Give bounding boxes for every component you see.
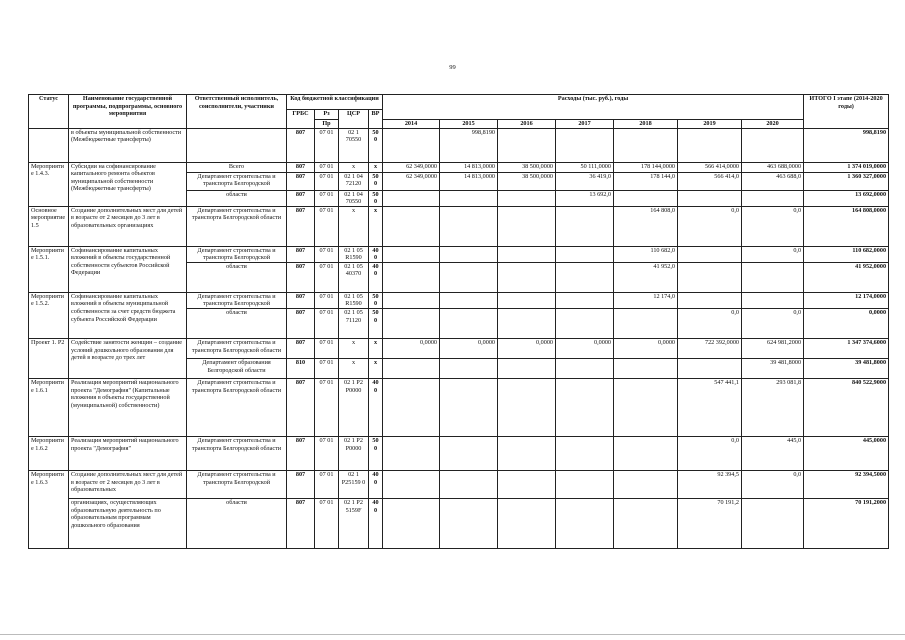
cell-year-value (383, 308, 440, 338)
cell-vr: 500 (369, 190, 383, 206)
cell-rzpr: 07 01 (315, 206, 339, 246)
cell-csr: x (339, 358, 369, 378)
table-row (29, 128, 889, 162)
cell-year-value (383, 292, 440, 308)
cell-year-value (678, 128, 742, 162)
cell-rzpr: 07 01 (315, 172, 339, 190)
cell-year-value: 13 692,0 (556, 190, 614, 206)
table-body (29, 128, 889, 548)
cell-year-value (742, 128, 804, 162)
cell-csr: x (339, 338, 369, 358)
cell-name: организациях, осуществляющих образовательную деятельность по образовательным программам дошкольного образования (69, 498, 187, 548)
cell-rzpr: 07 01 (315, 190, 339, 206)
cell-csr: 02 1 05 R1590 (339, 246, 369, 262)
cell-year-value: 14 813,0000 (440, 172, 498, 190)
cell-executor: области (187, 262, 287, 292)
cell-year-value (742, 292, 804, 308)
page-bottom-rule (0, 634, 905, 635)
cell-csr: 02 1 P25159 0 (339, 470, 369, 498)
cell-grbs: 807 (287, 498, 315, 548)
cell-rzpr: 07 01 (315, 338, 339, 358)
cell-rzpr: 07 01 (315, 292, 339, 308)
cell-csr: 02 1 05 71120 (339, 308, 369, 338)
cell-year-value (556, 358, 614, 378)
header-budget-code: Код бюджетной классификации (287, 95, 383, 110)
cell-year-value (498, 128, 556, 162)
cell-rzpr: 07 01 (315, 128, 339, 162)
cell-year-value (383, 262, 440, 292)
cell-grbs: 807 (287, 206, 315, 246)
cell-name: Реализация мероприятий национального проекта "Демография" (69, 436, 187, 470)
cell-year-value (498, 308, 556, 338)
cell-year-value (498, 436, 556, 470)
cell-year-value: 566 414,0000 (678, 162, 742, 172)
cell-year-value (742, 498, 804, 548)
cell-grbs: 810 (287, 358, 315, 378)
cell-year-value: 0,0 (678, 308, 742, 338)
cell-year-value: 624 981,2000 (742, 338, 804, 358)
cell-year-value (742, 262, 804, 292)
cell-executor: Всего (187, 162, 287, 172)
cell-total: 164 808,0000 (804, 206, 889, 246)
cell-grbs: 807 (287, 308, 315, 338)
cell-year-value: 39 481,8000 (742, 358, 804, 378)
cell-total: 92 394,5000 (804, 470, 889, 498)
cell-name: Создание дополнительных мест для детей в возрасте от 2 месяцев до 3 лет в образовательных (69, 470, 187, 498)
cell-csr: 02 1 04 70550 (339, 190, 369, 206)
cell-name: Содействие занятости женщин – создание условий дошкольного образования для детей в возрасте до трех лет (69, 338, 187, 378)
cell-year-value (678, 190, 742, 206)
cell-year-value: 62 349,0000 (383, 162, 440, 172)
cell-total: 445,0000 (804, 436, 889, 470)
cell-executor: области (187, 498, 287, 548)
cell-executor: Департамент образования Белгородской области (187, 358, 287, 378)
cell-vr: 400 (369, 246, 383, 262)
cell-executor: области (187, 308, 287, 338)
cell-year-value (614, 436, 678, 470)
cell-status: Основное мероприятие 1.5 (29, 206, 69, 246)
cell-year-value: 722 392,0000 (678, 338, 742, 358)
cell-total: 0,0000 (804, 308, 889, 338)
cell-status: Мероприятие 1.6.2 (29, 436, 69, 470)
cell-year-value: 38 500,0000 (498, 172, 556, 190)
cell-csr: 02 1 04 72120 (339, 172, 369, 190)
cell-vr: 400 (369, 498, 383, 548)
cell-year-value: 41 952,0 (614, 262, 678, 292)
cell-executor: Департамент строительства и транспорта Белгородской области (187, 206, 287, 246)
cell-year-value (556, 436, 614, 470)
cell-csr: 02 1 P2 P0000 (339, 378, 369, 436)
cell-status: Проект 1. Р2 (29, 338, 69, 378)
cell-name: Софинансирование капитальных вложений в объекты государственной собственности субъектов Российской Федерации (69, 246, 187, 292)
cell-total: 1 347 374,6000 (804, 338, 889, 358)
cell-csr: x (339, 162, 369, 172)
cell-vr: 500 (369, 308, 383, 338)
cell-year-value (440, 292, 498, 308)
header-executor: Ответственный исполнитель, соисполнители, участники (187, 95, 287, 129)
cell-status: Мероприятие 1.6.3 (29, 470, 69, 548)
header-csr: ЦСР (339, 110, 369, 129)
cell-year-value (383, 128, 440, 162)
header-pr: Пр (315, 120, 339, 129)
cell-status: Мероприятие 1.5.1. (29, 246, 69, 292)
cell-year-value (614, 190, 678, 206)
header-year: 2020 (742, 120, 804, 129)
cell-year-value: 0,0 (678, 436, 742, 470)
header-year: 2016 (498, 120, 556, 129)
cell-year-value (383, 206, 440, 246)
cell-year-value: 293 081,8 (742, 378, 804, 436)
cell-grbs: 807 (287, 378, 315, 436)
cell-year-value (678, 262, 742, 292)
table-row (29, 338, 889, 358)
cell-csr: x (339, 206, 369, 246)
cell-rzpr: 07 01 (315, 308, 339, 338)
cell-year-value (383, 378, 440, 436)
cell-year-value: 463 688,0000 (742, 162, 804, 172)
cell-year-value (556, 206, 614, 246)
header-year: 2014 (383, 120, 440, 129)
cell-year-value (383, 498, 440, 548)
header-year: 2017 (556, 120, 614, 129)
header-expenses: Расходы (тыс. руб.), годы (383, 95, 804, 120)
cell-year-value (498, 470, 556, 498)
cell-grbs: 807 (287, 436, 315, 470)
header-year: 2015 (440, 120, 498, 129)
cell-rzpr: 07 01 (315, 378, 339, 436)
cell-year-value (440, 206, 498, 246)
header-grbs: ГРБС (287, 110, 315, 129)
table-row (29, 246, 889, 262)
cell-executor: Департамент строительства и транспорта Белгородской (187, 172, 287, 190)
table-row (29, 436, 889, 470)
cell-grbs: 807 (287, 172, 315, 190)
cell-year-value: 12 174,0 (614, 292, 678, 308)
cell-year-value (440, 436, 498, 470)
cell-year-value: 445,0 (742, 436, 804, 470)
cell-csr: 02 1 P2 P0000 (339, 436, 369, 470)
cell-name: Создание дополнительных мест для детей в возрасте от 2 месяцев до 3 лет в образовательных организациях (69, 206, 187, 246)
cell-status: Мероприятие 1.4.3. (29, 162, 69, 206)
cell-status: Мероприятие 1.5.2. (29, 292, 69, 338)
cell-year-value (556, 246, 614, 262)
cell-year-value (614, 498, 678, 548)
cell-year-value: 164 808,0 (614, 206, 678, 246)
cell-rzpr: 07 01 (315, 262, 339, 292)
cell-year-value (556, 308, 614, 338)
cell-csr: 02 1 05 R1590 (339, 292, 369, 308)
cell-status (29, 128, 69, 162)
cell-total: 998,8190 (804, 128, 889, 162)
cell-year-value (440, 358, 498, 378)
cell-executor: Департамент строительства и транспорта Белгородской области (187, 436, 287, 470)
cell-year-value (556, 498, 614, 548)
cell-year-value: 998,8190 (440, 128, 498, 162)
cell-year-value (498, 206, 556, 246)
cell-year-value: 0,0000 (556, 338, 614, 358)
header-name: Наименование государственной программы, подпрограммы, основного мероприятия (69, 95, 187, 129)
cell-name: в объекты муниципальной собственности (Межбюджетные трансферты) (69, 128, 187, 162)
cell-year-value: 566 414,0 (678, 172, 742, 190)
cell-year-value (440, 190, 498, 206)
cell-year-value (440, 262, 498, 292)
cell-executor: Департамент строительства и транспорта Белгородской (187, 246, 287, 262)
cell-rzpr: 07 01 (315, 470, 339, 498)
cell-total: 13 692,0000 (804, 190, 889, 206)
cell-year-value (383, 246, 440, 262)
cell-year-value: 0,0000 (614, 338, 678, 358)
cell-year-value (614, 470, 678, 498)
cell-year-value (498, 292, 556, 308)
cell-year-value (614, 308, 678, 338)
cell-rzpr: 07 01 (315, 162, 339, 172)
cell-executor: Департамент строительства и транспорта Белгородской (187, 292, 287, 308)
cell-vr: 400 (369, 262, 383, 292)
cell-vr: x (369, 358, 383, 378)
cell-name: Субсидии на софинансирование капитального ремонта объектов муниципальной собственности (Межбюджетные трансферты) (69, 162, 187, 206)
cell-year-value: 50 111,0000 (556, 162, 614, 172)
cell-year-value: 0,0 (678, 206, 742, 246)
cell-year-value: 0,0000 (440, 338, 498, 358)
cell-year-value (440, 498, 498, 548)
cell-year-value: 110 682,0 (614, 246, 678, 262)
cell-csr: 02 1 05 40370 (339, 262, 369, 292)
table-row (29, 470, 889, 498)
header-status: Статус (29, 95, 69, 129)
cell-year-value: 70 191,2 (678, 498, 742, 548)
cell-year-value (678, 358, 742, 378)
cell-total: 12 174,0000 (804, 292, 889, 308)
cell-name: Реализация мероприятий национального проекта "Демография" (Капитальные вложения в объекты государственной (муниципальной) собственности) (69, 378, 187, 436)
cell-total: 1 360 327,0000 (804, 172, 889, 190)
cell-year-value: 178 144,0000 (614, 162, 678, 172)
cell-vr: x (369, 162, 383, 172)
cell-year-value (498, 378, 556, 436)
cell-year-value (678, 246, 742, 262)
cell-year-value: 14 813,0000 (440, 162, 498, 172)
cell-year-value (614, 128, 678, 162)
cell-vr: 400 (369, 470, 383, 498)
table-row (29, 378, 889, 436)
cell-rzpr: 07 01 (315, 246, 339, 262)
cell-year-value: 0,0 (742, 308, 804, 338)
cell-total: 39 481,8000 (804, 358, 889, 378)
cell-grbs: 807 (287, 128, 315, 162)
cell-grbs: 807 (287, 262, 315, 292)
cell-year-value (440, 308, 498, 338)
cell-executor: области (187, 190, 287, 206)
cell-year-value: 62 349,0000 (383, 172, 440, 190)
cell-grbs: 807 (287, 338, 315, 358)
cell-year-value: 0,0 (742, 470, 804, 498)
cell-year-value (498, 358, 556, 378)
cell-vr: x (369, 206, 383, 246)
header-total: ИТОГО I этапе (2014-2020 годы) (804, 95, 889, 129)
cell-vr: 500 (369, 128, 383, 162)
cell-grbs: 807 (287, 470, 315, 498)
cell-year-value: 547 441,1 (678, 378, 742, 436)
cell-year-value (556, 128, 614, 162)
cell-year-value (614, 378, 678, 436)
cell-grbs: 807 (287, 246, 315, 262)
cell-year-value (440, 246, 498, 262)
cell-year-value (383, 470, 440, 498)
cell-grbs: 807 (287, 292, 315, 308)
cell-vr: 400 (369, 378, 383, 436)
cell-executor (187, 128, 287, 162)
cell-vr: 500 (369, 292, 383, 308)
cell-year-value (383, 190, 440, 206)
header-year: 2019 (678, 120, 742, 129)
cell-year-value: 36 419,0 (556, 172, 614, 190)
cell-executor: Департамент строительства и транспорта Белгородской области (187, 378, 287, 436)
table-row (29, 162, 889, 172)
cell-total: 110 682,0000 (804, 246, 889, 262)
cell-year-value (742, 190, 804, 206)
cell-year-value: 0,0000 (498, 338, 556, 358)
cell-rzpr: 07 01 (315, 358, 339, 378)
cell-grbs: 807 (287, 162, 315, 172)
cell-year-value (498, 246, 556, 262)
cell-year-value: 0,0000 (383, 338, 440, 358)
cell-year-value (440, 470, 498, 498)
cell-vr: 500 (369, 172, 383, 190)
cell-year-value (556, 378, 614, 436)
cell-total: 840 522,9000 (804, 378, 889, 436)
cell-rzpr: 07 01 (315, 498, 339, 548)
cell-year-value: 38 500,0000 (498, 162, 556, 172)
cell-year-value: 0,0 (742, 206, 804, 246)
budget-table (28, 94, 889, 549)
cell-executor: Департамент строительства и транспорта Белгородской области (187, 338, 287, 358)
cell-csr: 02 1 70550 (339, 128, 369, 162)
cell-year-value (678, 292, 742, 308)
table-row (29, 498, 889, 548)
cell-year-value (383, 358, 440, 378)
header-vr: ВР (369, 110, 383, 129)
cell-rzpr: 07 01 (315, 436, 339, 470)
page-number: 99 (449, 64, 456, 71)
header-year: 2018 (614, 120, 678, 129)
table-row (29, 292, 889, 308)
cell-year-value (556, 292, 614, 308)
cell-name: Софинансирование капитальных вложений в объекты муниципальной собственности за счет средств бюджета субъекта Российской Федерации (69, 292, 187, 338)
cell-year-value: 463 688,0 (742, 172, 804, 190)
cell-total: 70 191,2000 (804, 498, 889, 548)
cell-year-value (614, 358, 678, 378)
cell-grbs: 807 (287, 190, 315, 206)
cell-year-value: 92 394,5 (678, 470, 742, 498)
cell-year-value (498, 190, 556, 206)
cell-year-value (498, 262, 556, 292)
cell-year-value (556, 470, 614, 498)
cell-total: 41 952,0000 (804, 262, 889, 292)
table-row (29, 206, 889, 246)
cell-year-value: 0,0 (742, 246, 804, 262)
cell-year-value (498, 498, 556, 548)
cell-vr: x (369, 338, 383, 358)
cell-year-value (556, 262, 614, 292)
cell-total: 1 374 019,0000 (804, 162, 889, 172)
cell-status: Мероприятие 1.6.1 (29, 378, 69, 436)
header-rz: Рз (315, 110, 339, 120)
cell-year-value (440, 378, 498, 436)
cell-year-value (383, 436, 440, 470)
cell-vr: 500 (369, 436, 383, 470)
cell-executor: Департамент строительства и транспорта Белгородской (187, 470, 287, 498)
cell-csr: 02 1 P2 5159F (339, 498, 369, 548)
cell-year-value: 178 144,0 (614, 172, 678, 190)
